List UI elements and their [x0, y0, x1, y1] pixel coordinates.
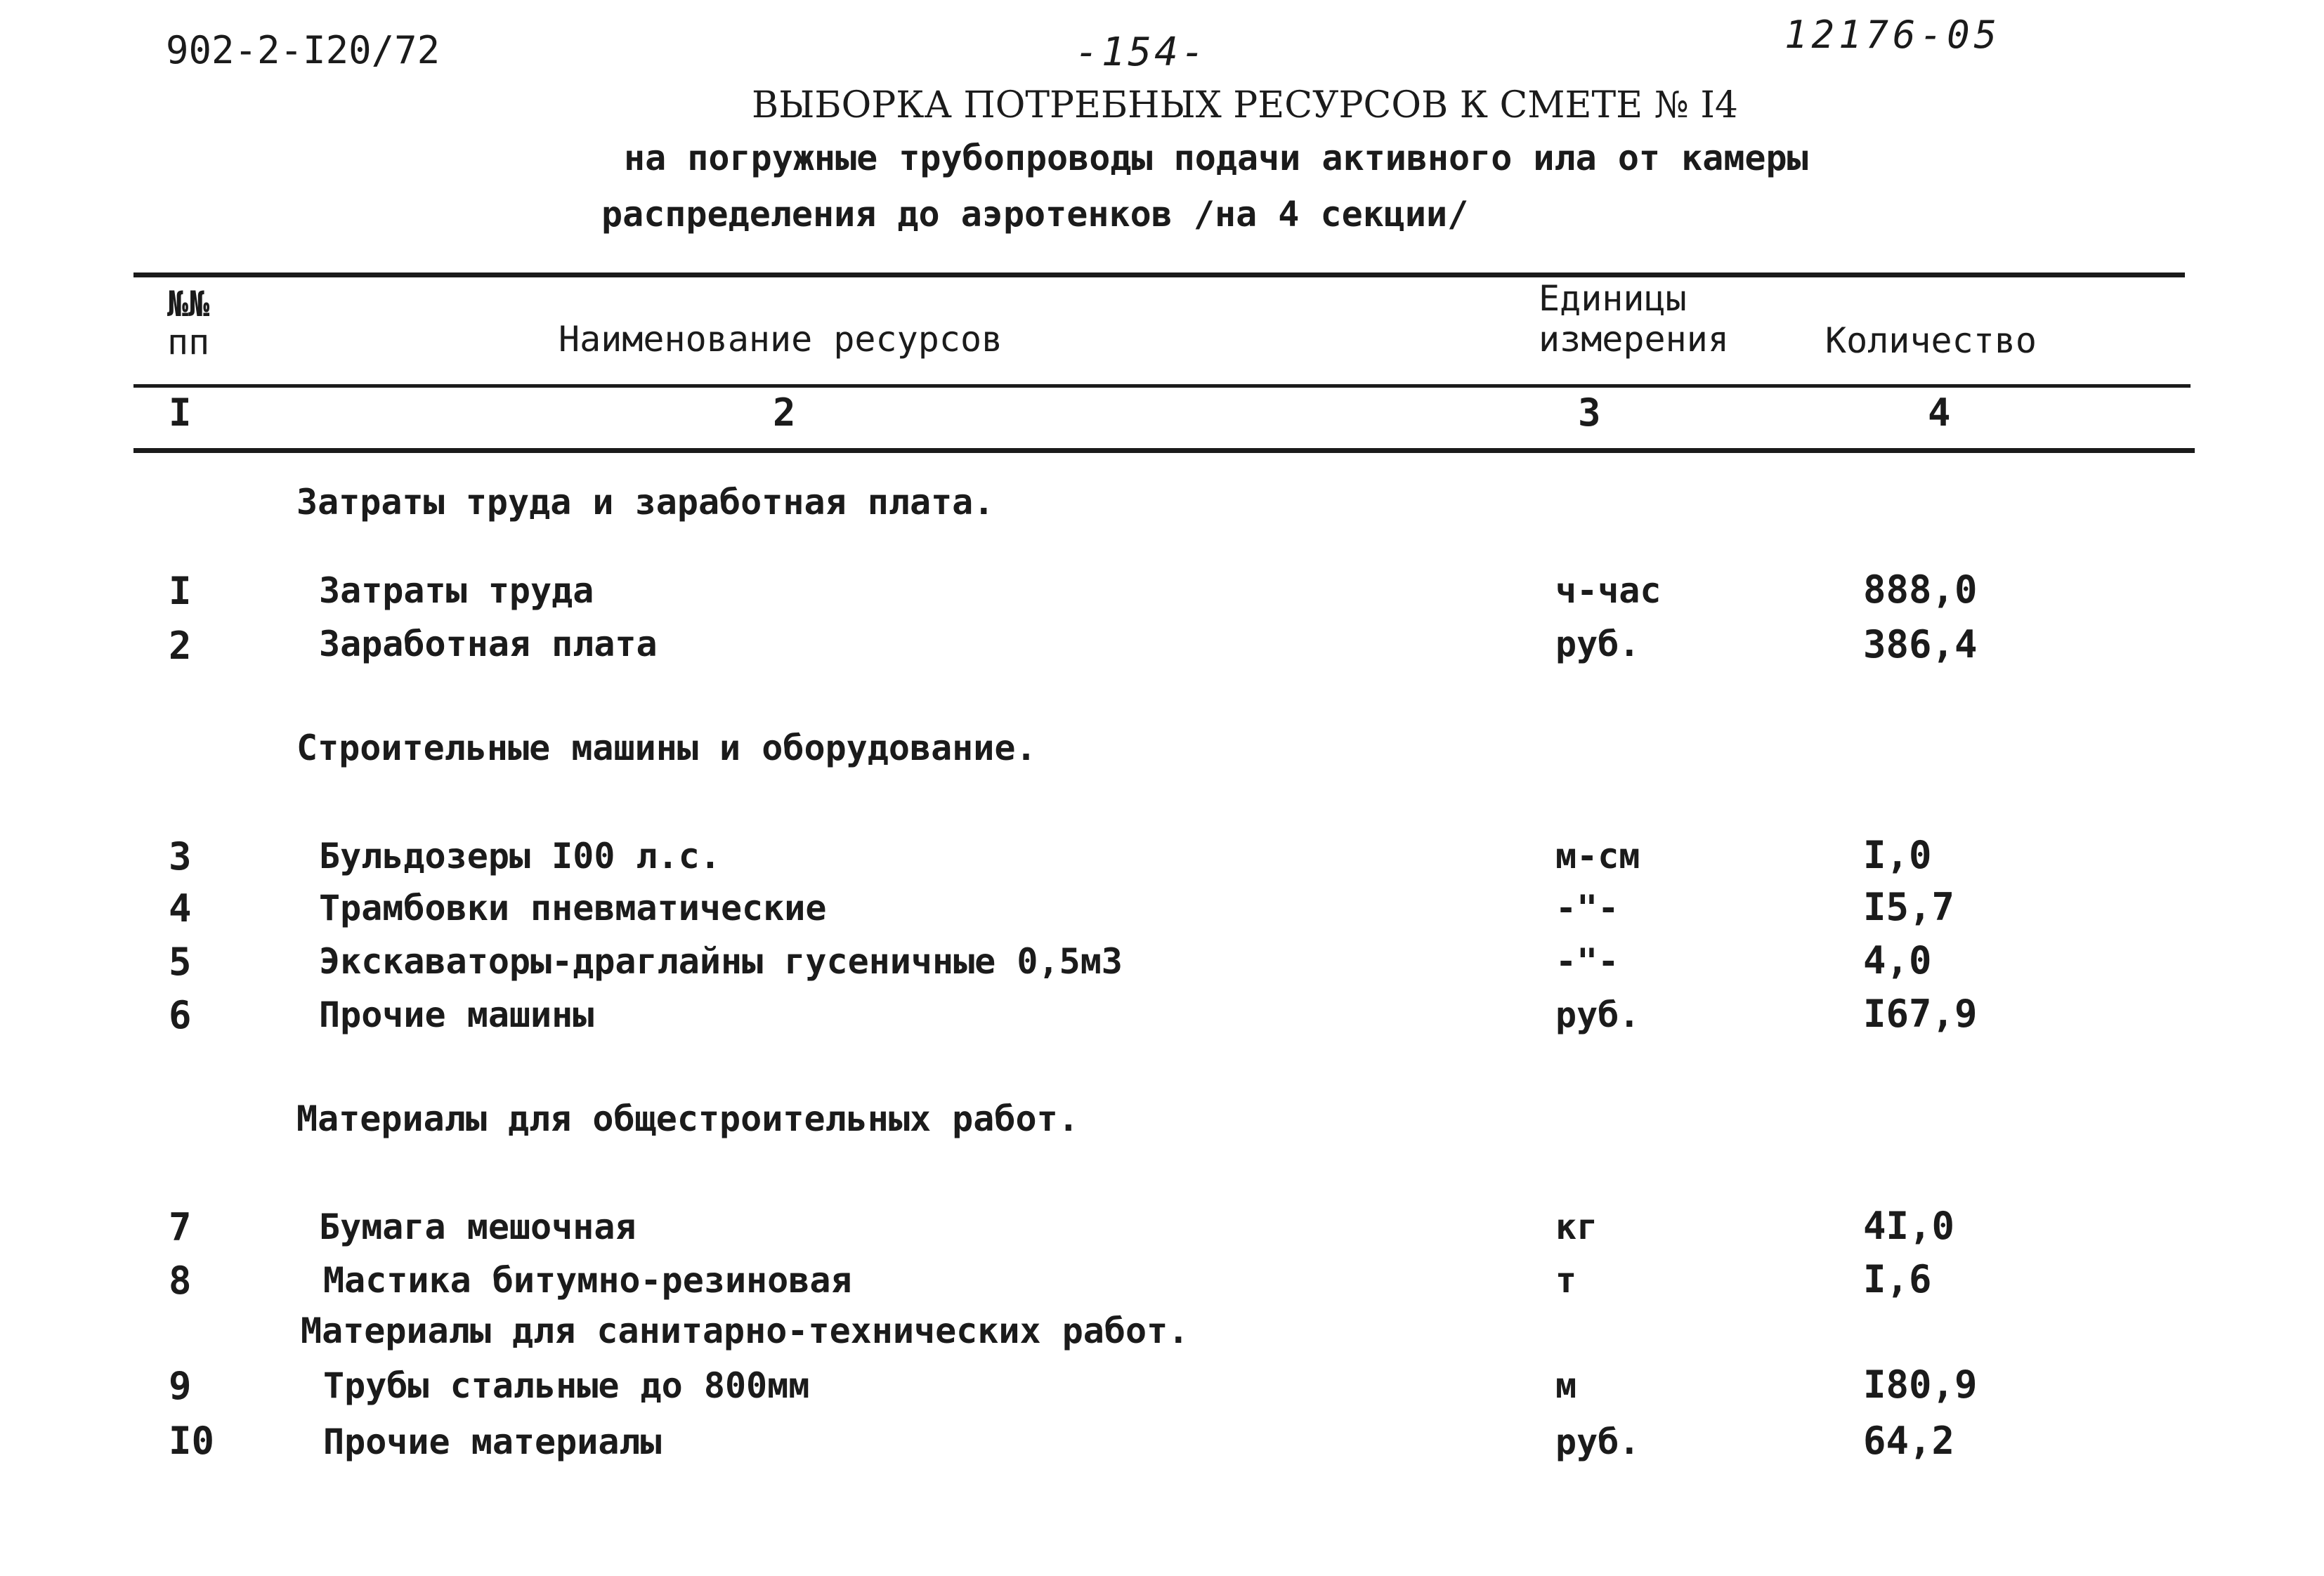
row-quantity: 64,2 — [1863, 1419, 1955, 1463]
row-quantity: I67,9 — [1863, 992, 1978, 1036]
row-unit: ч-час — [1555, 570, 1662, 611]
column-number-4: 4 — [1928, 390, 1951, 435]
document-title: ВЫБОРКА ПОТРЕБНЫХ РЕСУРСОВ К СМЕТЕ № I4 — [752, 84, 1738, 126]
row-unit: м — [1555, 1365, 1577, 1406]
row-quantity: 4,0 — [1863, 938, 1932, 983]
row-unit: -"- — [1555, 941, 1619, 982]
column-header-unit-sub: измерения — [1539, 319, 1729, 360]
document-code: 902-2-I20/72 — [166, 28, 440, 72]
row-name: Бульдозеры I00 л.с. — [319, 836, 721, 876]
row-name: Прочие материалы — [323, 1421, 662, 1462]
row-quantity: I5,7 — [1863, 885, 1955, 929]
row-unit: руб. — [1555, 994, 1640, 1035]
row-name: Затраты труда — [319, 570, 594, 611]
document-subtitle-line-1: на погружные трубопроводы подачи активного ила от камеры — [624, 138, 1808, 178]
section-heading-sanitary-materials: Материалы для санитарно-технических работ. — [301, 1311, 1189, 1351]
row-number: 9 — [169, 1364, 192, 1408]
column-header-number: №№ — [167, 284, 210, 324]
row-name: Бумага мешочная — [319, 1207, 637, 1247]
row-number: I — [169, 569, 192, 613]
section-heading-machines: Строительные машины и оборудование. — [296, 728, 1037, 768]
row-quantity: 888,0 — [1863, 567, 1978, 612]
column-header-number-sub: пп — [167, 322, 210, 362]
row-unit: кг — [1555, 1207, 1598, 1247]
column-number-2: 2 — [773, 390, 796, 435]
row-quantity: 4I,0 — [1863, 1204, 1955, 1248]
row-quantity: I,0 — [1863, 833, 1932, 877]
row-name: Мастика битумно-резиновая — [323, 1260, 852, 1301]
section-heading-construction-materials: Материалы для общестроительных работ. — [296, 1098, 1079, 1139]
column-number-1: I — [169, 390, 192, 435]
row-number: I0 — [169, 1419, 215, 1463]
row-name: Трамбовки пневматические — [319, 888, 827, 928]
inventory-number: 12176-05 — [1784, 13, 2002, 57]
column-header-unit: Единицы — [1539, 278, 1687, 319]
column-number-3: 3 — [1578, 390, 1601, 435]
row-unit: -"- — [1555, 888, 1619, 928]
row-number: 7 — [169, 1205, 192, 1249]
row-name: Прочие машины — [319, 994, 594, 1035]
row-number: 8 — [169, 1259, 192, 1303]
section-heading-labor: Затраты труда и заработная плата. — [296, 482, 995, 523]
row-name: Экскаваторы-драглайны гусеничные 0,5м3 — [319, 941, 1123, 982]
row-unit: м-см — [1555, 836, 1640, 876]
document-subtitle-line-2: распределения до аэротенков /на 4 секции/ — [601, 194, 1469, 235]
row-quantity: 386,4 — [1863, 622, 1978, 666]
column-header-name: Наименование ресурсов — [559, 319, 1003, 360]
row-quantity: I80,9 — [1863, 1362, 1978, 1407]
row-number: 6 — [169, 993, 192, 1037]
page-number: -154- — [1075, 29, 1208, 75]
table-column-numbers-rule — [133, 448, 2195, 453]
row-number: 3 — [169, 834, 192, 879]
row-quantity: I,6 — [1863, 1257, 1932, 1301]
row-number: 4 — [169, 886, 192, 931]
row-unit: т — [1555, 1260, 1577, 1301]
row-unit: руб. — [1555, 1421, 1640, 1462]
table-top-rule — [133, 272, 2185, 277]
column-header-quantity: Количество — [1825, 320, 2037, 361]
row-name: Трубы стальные до 800мм — [323, 1365, 810, 1406]
table-header-rule — [133, 384, 2191, 388]
row-number: 5 — [169, 940, 192, 984]
row-name: Заработная плата — [319, 624, 658, 664]
row-unit: руб. — [1555, 624, 1640, 664]
row-number: 2 — [169, 624, 192, 668]
